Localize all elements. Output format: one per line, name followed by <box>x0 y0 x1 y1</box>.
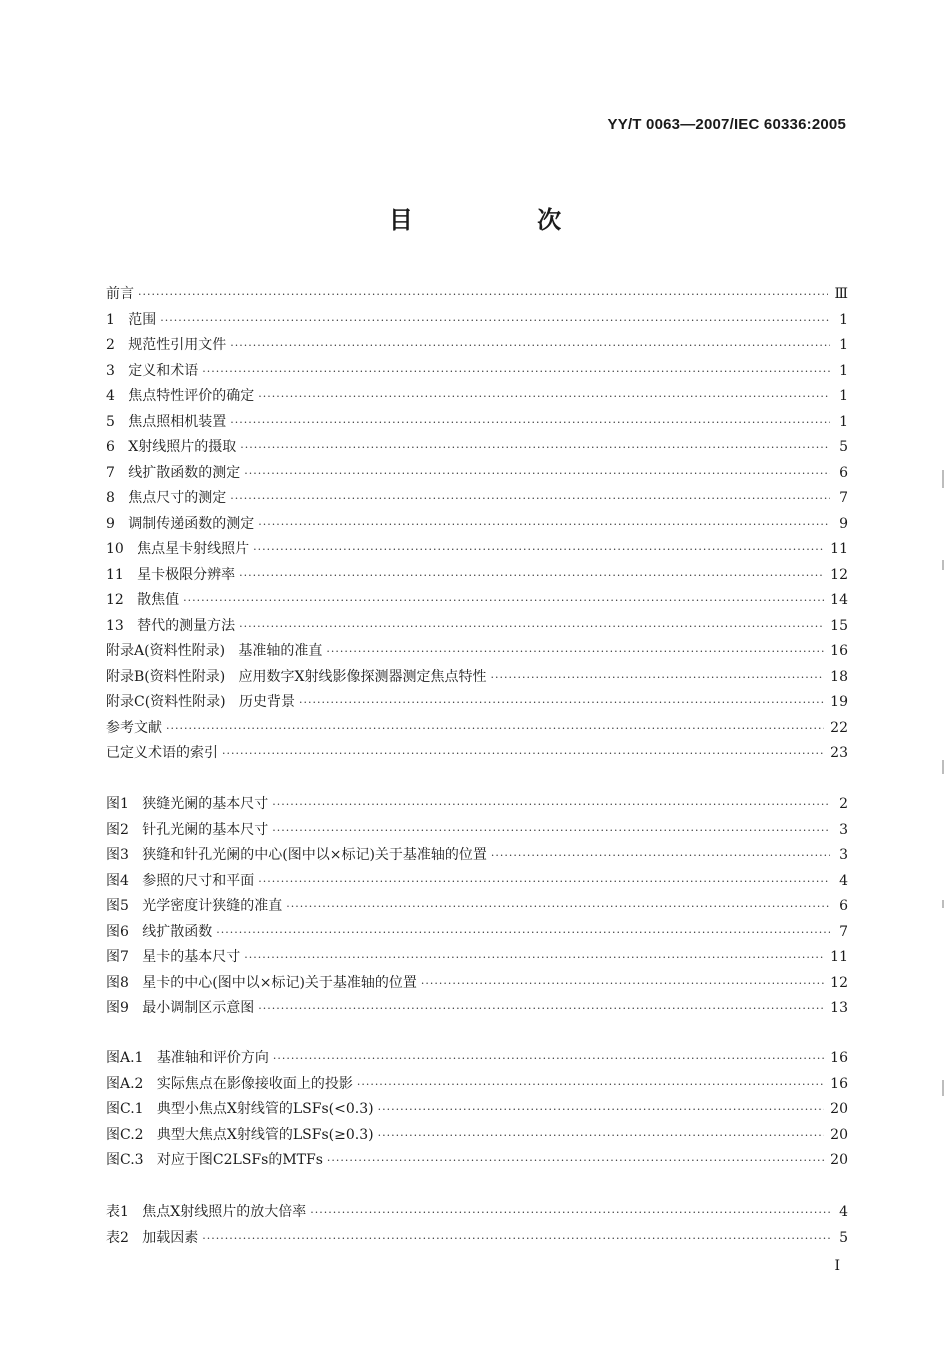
toc-leader-dots <box>326 639 824 665</box>
toc-entry-label: 已定义术语的索引 <box>106 745 218 761</box>
toc-entry-label: 1 范围 <box>106 311 157 328</box>
toc-entry-label: 前言 <box>106 286 134 302</box>
toc-entry-page: 20 <box>830 1101 848 1117</box>
toc-entry-label: 图5 光学密度计狭缝的准直 <box>106 898 283 914</box>
toc-leader-dots <box>357 1072 824 1098</box>
toc-entry[interactable] <box>106 818 848 844</box>
toc-entry-page: 23 <box>830 745 848 761</box>
toc-entry-page: 7 <box>839 923 848 940</box>
toc-entry-page: 11 <box>830 949 848 965</box>
toc-entry-label: 图9 最小调制区示意图 <box>106 1000 255 1016</box>
toc-entry-label: 8 焦点尺寸的测定 <box>106 490 227 506</box>
toc-entry-label: 6 X射线照片的摄取 <box>106 439 237 455</box>
toc-entry-label: 附录A(资料性附录) 基准轴的准直 <box>106 643 323 659</box>
toc-entry-label: 参考文献 <box>106 719 162 736</box>
toc-leader-dots <box>230 486 830 512</box>
page-title: 目 次 <box>388 206 620 234</box>
scan-artifact <box>942 470 944 488</box>
toc-entry[interactable] <box>106 1046 848 1072</box>
toc-entry-page: 20 <box>830 1152 848 1168</box>
toc-entry[interactable] <box>106 461 848 487</box>
toc-annex-figures-list <box>106 1046 848 1174</box>
toc-entry[interactable] <box>106 920 848 946</box>
toc-entry-page: 16 <box>830 643 848 659</box>
scan-artifact <box>942 560 944 570</box>
toc-entry-page: Ⅲ <box>834 286 848 302</box>
toc-leader-dots <box>491 665 825 691</box>
toc-entry-page: 16 <box>830 1050 848 1066</box>
toc-leader-dots <box>202 359 830 385</box>
toc-entry-page: 2 <box>839 796 848 812</box>
toc-leader-dots <box>378 1097 825 1123</box>
toc-entry-page: 1 <box>839 337 848 353</box>
toc-entry[interactable] <box>106 384 848 410</box>
toc-leader-dots <box>166 716 824 742</box>
toc-entry-page: 15 <box>830 617 848 634</box>
toc-tables-list <box>106 1200 848 1251</box>
toc-entry-label: 附录B(资料性附录) 应用数字X射线影像探测器测定焦点特性 <box>106 668 487 685</box>
toc-entry[interactable] <box>106 1226 848 1252</box>
toc-leader-dots <box>286 894 830 920</box>
toc-entry[interactable] <box>106 410 848 436</box>
toc-leader-dots <box>272 818 830 844</box>
toc-entry[interactable] <box>106 996 848 1022</box>
toc-entry-label: 表2 加载因素 <box>106 1229 199 1246</box>
toc-leader-dots <box>299 690 824 716</box>
toc-entry-page: 3 <box>839 847 848 863</box>
toc-entry-page: 13 <box>830 1000 848 1016</box>
toc-entry-label: 图A.2 实际焦点在影像接收面上的投影 <box>106 1075 353 1092</box>
toc-entry-page: 6 <box>839 898 848 914</box>
toc-entry[interactable] <box>106 435 848 461</box>
toc-leader-dots <box>239 563 824 589</box>
toc-entry-label: 图A.1 基准轴和评价方向 <box>106 1050 269 1066</box>
toc-entry-label: 图2 针孔光阑的基本尺寸 <box>106 821 269 838</box>
toc-entry-page: 12 <box>830 566 848 583</box>
toc-entry-label: 图7 星卡的基本尺寸 <box>106 949 241 965</box>
toc-entry[interactable] <box>106 869 848 895</box>
toc-entry-label: 5 焦点照相机装置 <box>106 413 227 430</box>
toc-entry[interactable] <box>106 512 848 538</box>
toc-entry-label: 图8 星卡的中心(图中以×标记)关于基准轴的位置 <box>106 974 417 991</box>
toc-leader-dots <box>253 537 824 563</box>
toc-leader-dots <box>230 410 830 436</box>
toc-entry-page: 6 <box>839 464 848 481</box>
toc-leader-dots <box>310 1200 830 1226</box>
toc-entry-label: 7 线扩散函数的测定 <box>106 464 241 481</box>
toc-entry-label: 图3 狭缝和针孔光阑的中心(图中以×标记)关于基准轴的位置 <box>106 847 487 863</box>
page-number: Ⅰ <box>834 1258 840 1274</box>
toc-entry-label: 13 替代的测量方法 <box>106 617 236 634</box>
toc-leader-dots <box>138 282 828 308</box>
toc-entry[interactable] <box>106 1148 848 1174</box>
toc-entry[interactable] <box>106 537 848 563</box>
toc-entry-label: 图6 线扩散函数 <box>106 923 213 940</box>
toc-leader-dots <box>273 1046 824 1072</box>
toc-entry-label: 3 定义和术语 <box>106 362 199 379</box>
toc-entry-page: 22 <box>830 719 848 736</box>
toc-leader-dots <box>202 1226 830 1252</box>
toc-leader-dots <box>327 1148 824 1174</box>
toc-leader-dots <box>230 333 830 359</box>
toc-entry[interactable] <box>106 843 848 869</box>
toc-entry-label: 2 规范性引用文件 <box>106 337 227 353</box>
toc-entry[interactable] <box>106 741 848 767</box>
toc-entry-page: 9 <box>839 515 848 532</box>
toc-entry[interactable] <box>106 639 848 665</box>
toc-leader-dots <box>258 996 824 1022</box>
toc-entry-page: 1 <box>839 311 848 328</box>
toc-entry[interactable] <box>106 614 848 640</box>
toc-entry-page: 4 <box>839 872 848 889</box>
toc-entry[interactable] <box>106 563 848 589</box>
toc-leader-dots <box>239 614 824 640</box>
toc-entry-page: 11 <box>830 541 848 557</box>
toc-leader-dots <box>258 384 830 410</box>
toc-entry-page: 16 <box>830 1075 848 1092</box>
toc-leader-dots <box>216 920 830 946</box>
toc-entry-page: 4 <box>839 1204 848 1220</box>
toc-entry-label: 附录C(资料性附录) 历史背景 <box>106 694 295 710</box>
toc-entry-label: 图C.3 对应于图C2LSFs的MTFs <box>106 1152 323 1168</box>
toc-leader-dots <box>222 741 824 767</box>
toc-entry[interactable] <box>106 716 848 742</box>
toc-entry-label: 表1 焦点X射线照片的放大倍率 <box>106 1204 307 1220</box>
toc-entry[interactable] <box>106 588 848 614</box>
toc-entry-label: 4 焦点特性评价的确定 <box>106 388 255 404</box>
toc-entry-page: 1 <box>839 388 848 404</box>
toc-entry-page: 5 <box>839 1229 848 1246</box>
toc-leader-dots <box>244 461 830 487</box>
toc-entry-label: 图1 狭缝光阑的基本尺寸 <box>106 796 269 812</box>
toc-entry[interactable] <box>106 308 848 334</box>
toc-entry-label: 9 调制传递函数的测定 <box>106 515 255 532</box>
toc-entry-page: 19 <box>830 694 848 710</box>
toc-entry[interactable] <box>106 486 848 512</box>
toc-entry[interactable] <box>106 792 848 818</box>
toc-leader-dots <box>258 869 830 895</box>
scan-artifact <box>942 760 944 774</box>
toc-entry-label: 图C.2 典型大焦点X射线管的LSFs(≥0.3) <box>106 1126 374 1143</box>
toc-entry-page: 1 <box>839 362 848 379</box>
toc-entry[interactable] <box>106 690 848 716</box>
toc-entry[interactable] <box>106 359 848 385</box>
toc-entry-page: 18 <box>830 668 848 685</box>
toc-entry-page: 12 <box>830 974 848 991</box>
toc-entry-label: 10 焦点星卡射线照片 <box>106 541 250 557</box>
toc-entry[interactable] <box>106 971 848 997</box>
toc-figures-list <box>106 792 848 1022</box>
standard-code: YY/T 0063—2007/IEC 60336:2005 <box>607 116 846 133</box>
toc-entry-label: 图4 参照的尺寸和平面 <box>106 872 255 889</box>
toc-leader-dots <box>160 308 830 334</box>
toc-entry[interactable] <box>106 894 848 920</box>
toc-entry-page: 14 <box>830 592 848 608</box>
toc-leader-dots <box>378 1123 825 1149</box>
scan-artifact <box>942 900 944 908</box>
toc-entry-page: 5 <box>839 439 848 455</box>
toc-entry-label: 图C.1 典型小焦点X射线管的LSFs(<0.3) <box>106 1101 374 1117</box>
toc-leader-dots <box>491 843 830 869</box>
toc-main-list <box>106 282 848 767</box>
toc-entry-page: 3 <box>839 821 848 838</box>
toc-entry[interactable] <box>106 945 848 971</box>
toc-entry[interactable] <box>106 1097 848 1123</box>
toc-entry-label: 12 散焦值 <box>106 592 180 608</box>
toc-entry-page: 7 <box>839 490 848 506</box>
toc-entry-page: 1 <box>839 413 848 430</box>
toc-entry-page: 20 <box>830 1126 848 1143</box>
toc-leader-dots <box>258 512 830 538</box>
toc-entry[interactable] <box>106 665 848 691</box>
scan-artifact <box>942 1080 944 1096</box>
toc-entry[interactable] <box>106 1200 848 1226</box>
toc-entry[interactable] <box>106 282 848 308</box>
toc-leader-dots <box>244 945 824 971</box>
toc-entry[interactable] <box>106 333 848 359</box>
toc-entry-label: 11 星卡极限分辨率 <box>106 566 236 583</box>
toc-leader-dots <box>272 792 830 818</box>
toc-leader-dots <box>240 435 830 461</box>
toc-leader-dots <box>421 971 824 997</box>
toc-leader-dots <box>183 588 824 614</box>
toc-entry[interactable] <box>106 1072 848 1098</box>
toc-entry[interactable] <box>106 1123 848 1149</box>
